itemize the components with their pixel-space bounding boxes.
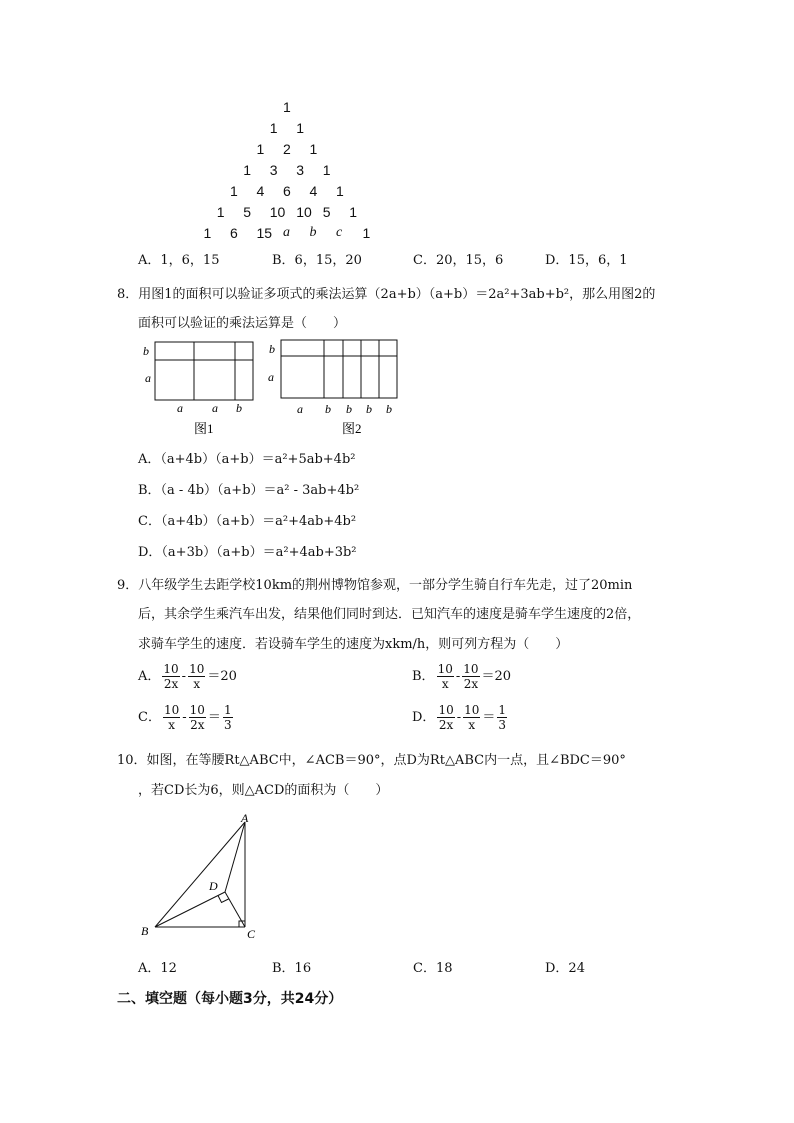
pascal-cell: 15 [256, 225, 273, 241]
frac-a1: $\frac{10}{2x}$ [163, 662, 179, 691]
pascal-cell: 1 [216, 204, 225, 220]
fig2-bottom-b4: b [386, 402, 392, 416]
fig1-bottom-a1: a [177, 401, 183, 415]
q8-option-b[interactable]: B．（a - 4b）（a+b）＝a² - 3ab+4b² [138, 483, 360, 498]
pascal-cell: 5 [322, 204, 331, 220]
pascal-cell: 5 [243, 204, 252, 220]
fig1-caption: 图1 [194, 421, 214, 436]
fig2-bottom-b1: b [325, 402, 331, 416]
q7-option-c[interactable]: C．20，15，6 [413, 253, 504, 268]
pascal-cell: 10 [296, 204, 312, 220]
q8-stem-line2: 面积可以验证的乘法运算是（ ） [138, 316, 347, 331]
pascal-cell: 1 [336, 183, 344, 199]
pascal-cell: 1 [362, 225, 371, 241]
q10-triangle-figure [135, 810, 270, 945]
fig1-bottom-b: b [236, 401, 242, 415]
frac-b2: $\frac{10}{2x}$ [463, 662, 479, 691]
q10-option-a[interactable]: A．12 [138, 961, 177, 976]
q7-option-a[interactable]: A．1，6，15 [138, 253, 220, 268]
pascal-cell: b [309, 225, 317, 240]
pascal-cell: a [283, 225, 290, 240]
q10-stem-line2: ，若CD长为6，则△ACD的面积为（ ） [138, 783, 389, 798]
q8-stem-line1: 8．用图1的面积可以验证多项式的乘法运算（2a+b）（a+b）＝2a²+3ab+b²，那么用图2的 [117, 287, 656, 302]
frac-c3: $\frac{1}{3}$ [223, 703, 232, 732]
pascal-cell: 1 [349, 204, 358, 220]
q9-stem-line3: 求骑车学生的速度．若设骑车学生的速度为xkm/h，则可列方程为（ ） [138, 637, 569, 652]
q9-option-a[interactable]: A． $\frac{10}{2x}$ - $\frac{10}{x}$ ＝20 [138, 662, 237, 691]
q9-option-c[interactable]: C． $\frac{10}{x}$ - $\frac{10}{2x}$ ＝ $\frac{1}{3}$ [138, 703, 232, 732]
q10-option-b[interactable]: B．16 [272, 961, 312, 976]
fig2-bottom-a: a [297, 402, 303, 416]
q10-stem-line1: 10．如图，在等腰Rt△ABC中，∠ACB＝90°，点D为Rt△ABC内一点，且∠BDC＝90° [117, 753, 626, 768]
fig2-side-a: a [268, 370, 274, 384]
fig2-caption: 图2 [342, 421, 362, 436]
pascal-cell: 1 [243, 162, 252, 178]
point-c: C [247, 927, 256, 941]
fig2-bottom-b2: b [346, 402, 352, 416]
q7-option-b[interactable]: B．6，15，20 [272, 253, 362, 268]
q10-option-d[interactable]: D．24 [545, 961, 585, 976]
pascal-cell: 3 [296, 162, 305, 178]
q9-option-b[interactable]: B． $\frac{10}{x}$ - $\frac{10}{2x}$ ＝20 [412, 662, 512, 691]
pascal-cell: 4 [309, 183, 318, 199]
q8-option-a[interactable]: A．（a+4b）（a+b）＝a²+5ab+4b² [138, 452, 356, 467]
pascal-cell: 1 [309, 141, 318, 157]
point-a: A [241, 811, 249, 825]
section-2-title: 二、填空题（每小题3分，共24分） [117, 991, 343, 1007]
frac-d2: $\frac{10}{x}$ [464, 703, 480, 732]
pascal-cell: 10 [269, 204, 286, 220]
fig1-bottom-a2: a [212, 401, 218, 415]
q10-option-c[interactable]: C．18 [413, 961, 453, 976]
frac-d1: $\frac{10}{2x}$ [438, 703, 454, 732]
pascal-cell: 3 [269, 162, 278, 178]
frac-c1: $\frac{10}{x}$ [163, 703, 180, 732]
pascal-cell: 6 [283, 183, 291, 199]
pascal-cell: 1 [296, 120, 305, 136]
q9-stem-line2: 后，其余学生乘汽车出发，结果他们同时到达．已知汽车的速度是骑车学生速度的2倍， [138, 607, 641, 622]
q8-option-d[interactable]: D．（a+3b）（a+b）＝a²+4ab+3b² [138, 545, 357, 560]
pascal-cell: 1 [203, 225, 212, 241]
pascal-cell: 2 [283, 141, 291, 157]
figure-1 [143, 342, 253, 436]
q7-option-d[interactable]: D．15，6，1 [545, 253, 628, 268]
q8-figures [135, 335, 410, 440]
pascal-cell: 1 [283, 99, 291, 115]
fig1-side-a: a [145, 371, 151, 385]
fig1-side-b: b [143, 344, 149, 358]
pascal-cell: 1 [256, 141, 265, 157]
frac-d3: $\frac{1}{3}$ [498, 703, 507, 732]
figure-2 [268, 340, 397, 436]
q9-stem-line1: 9．八年级学生去距学校10km的荆州博物馆参观，一部分学生骑自行车先走，过了20min [117, 578, 633, 593]
pascal-cell: 1 [230, 183, 238, 199]
pascal-cell: 1 [269, 120, 278, 136]
pascal-cell: c [336, 225, 343, 240]
fig2-side-b: b [269, 342, 275, 356]
frac-c2: $\frac{10}{2x}$ [189, 703, 205, 732]
pascal-cell: 6 [230, 225, 238, 241]
point-b: B [141, 924, 149, 938]
q8-option-c[interactable]: C．（a+4b）（a+b）＝a²+4ab+4b² [138, 514, 357, 529]
q9-option-d[interactable]: D． $\frac{10}{2x}$ - $\frac{10}{x}$ ＝ $\frac{1}{3}$ [412, 703, 507, 732]
frac-a2: $\frac{10}{x}$ [189, 662, 205, 691]
point-d: D [209, 879, 218, 893]
pascal-cell: 1 [322, 162, 331, 178]
fig2-bottom-b3: b [366, 402, 372, 416]
frac-b1: $\frac{10}{x}$ [437, 662, 453, 691]
pascal-cell: 4 [256, 183, 265, 199]
